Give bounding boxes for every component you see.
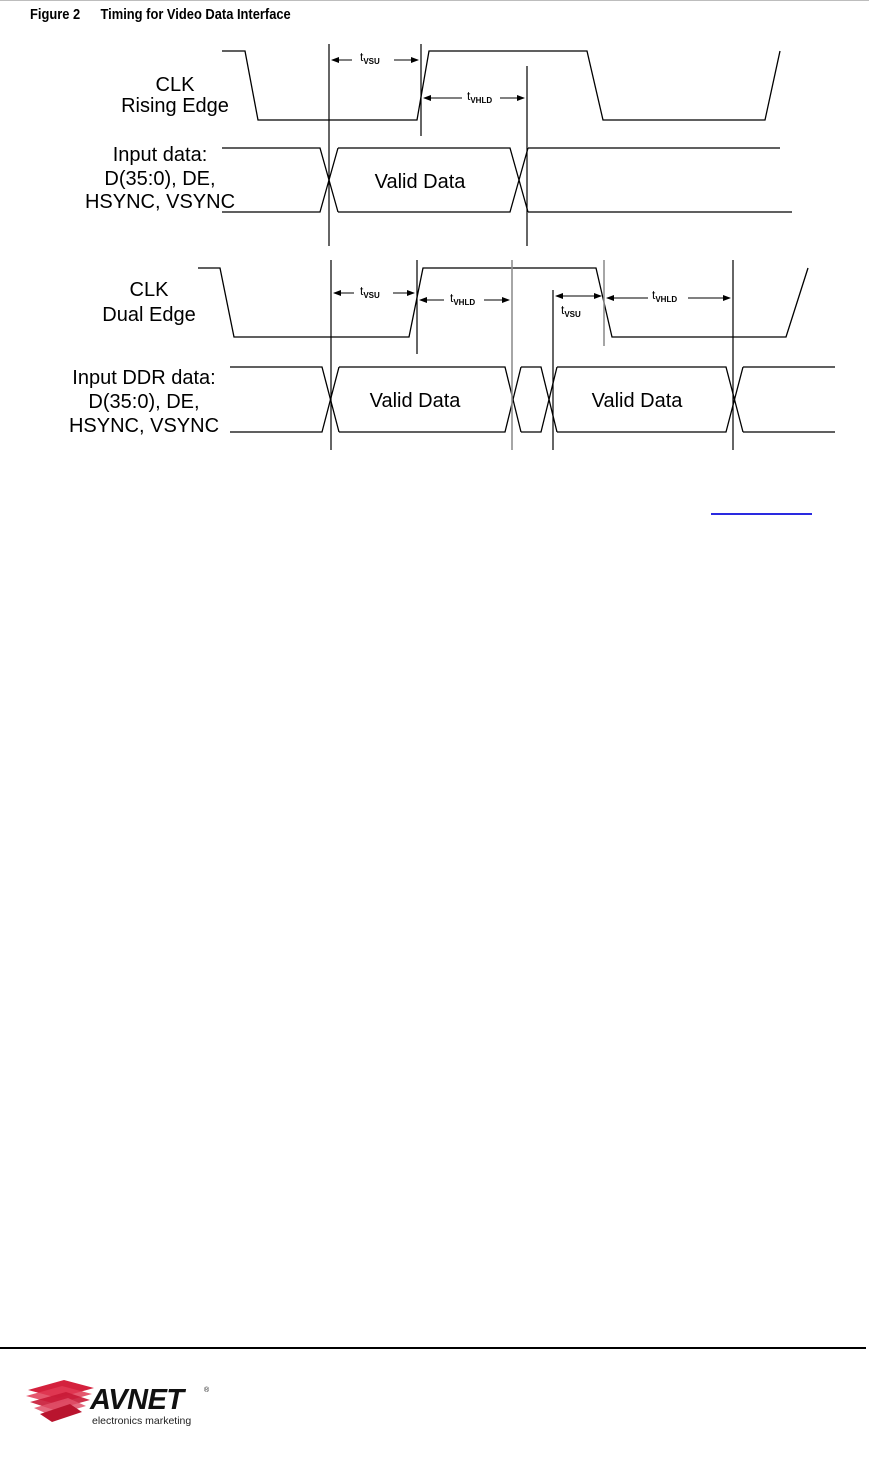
- tvsu-arrowhead-left: [331, 57, 339, 63]
- ddr-leading-upper: [230, 367, 339, 432]
- tvhld-arrowhead-left: [423, 95, 431, 101]
- ddr-gap-upper: [521, 367, 557, 432]
- ddr-tvsu2-head-right: [594, 293, 602, 299]
- input-ddr-label-2: D(35:0), DE,: [88, 391, 200, 413]
- input-ddr-label-3: HSYNC, VSYNC: [68, 415, 220, 437]
- figure-title: Timing for Video Data Interface: [100, 6, 291, 23]
- logo-wordmark: AVNET: [90, 1384, 184, 1416]
- input-data-label-3: HSYNC, VSYNC: [84, 191, 236, 213]
- ddr-tvsu1-label: tVSU: [360, 284, 380, 300]
- valid-data-label-upper: Valid Data: [374, 171, 466, 193]
- logo-tagline: electronics marketing: [92, 1415, 192, 1427]
- ddr-gap-lower: [521, 367, 557, 432]
- clk-rising-waveform: [222, 51, 780, 120]
- ddr-leading-lower: [230, 367, 339, 432]
- logo-registered: ®: [204, 1387, 210, 1394]
- clk-dual-label-1: CLK: [129, 279, 169, 301]
- figure-number: Figure 2: [30, 6, 81, 23]
- hyperlink-underline[interactable]: [711, 513, 812, 515]
- ddr-tvhld2-head-right: [723, 295, 731, 301]
- input-data-lower-line: [222, 148, 338, 212]
- ddr-tvsu2-label: tVSU: [561, 303, 581, 319]
- valid-data-label-ddr-2: Valid Data: [591, 390, 683, 412]
- footer-rule: [0, 1347, 866, 1349]
- avnet-swoosh-icon: [26, 1380, 94, 1422]
- ddr-tvsu1-head-right: [407, 290, 415, 296]
- clk-rising-label-1: CLK: [155, 74, 195, 96]
- tvhld-label-upper: tVHLD: [467, 89, 493, 105]
- input-ddr-label-1: Input DDR data:: [72, 367, 216, 389]
- clk-rising-label-2: Rising Edge: [121, 95, 229, 117]
- ddr-tvhld1-label: tVHLD: [450, 291, 476, 307]
- ddr-tvhld1-head-left: [419, 297, 427, 303]
- input-data-label-1: Input data:: [112, 144, 208, 166]
- timing-diagram: [0, 0, 869, 470]
- ddr-tvsu1-head-left: [333, 290, 341, 296]
- tvsu-label-upper: tVSU: [360, 50, 380, 66]
- valid-data-label-ddr-1: Valid Data: [369, 390, 461, 412]
- input-data-label-2: D(35:0), DE,: [104, 168, 216, 190]
- ddr-tvhld2-head-left: [606, 295, 614, 301]
- tvsu-arrowhead-right: [411, 57, 419, 63]
- ddr-tvsu2-head-left: [555, 293, 563, 299]
- ddr-tvhld2-label: tVHLD: [652, 288, 678, 304]
- input-data-upper-line: [222, 148, 338, 212]
- ddr-tvhld1-head-right: [502, 297, 510, 303]
- tvhld-arrowhead-right: [517, 95, 525, 101]
- clk-dual-label-2: Dual Edge: [102, 304, 196, 326]
- avnet-logo: [24, 1358, 214, 1438]
